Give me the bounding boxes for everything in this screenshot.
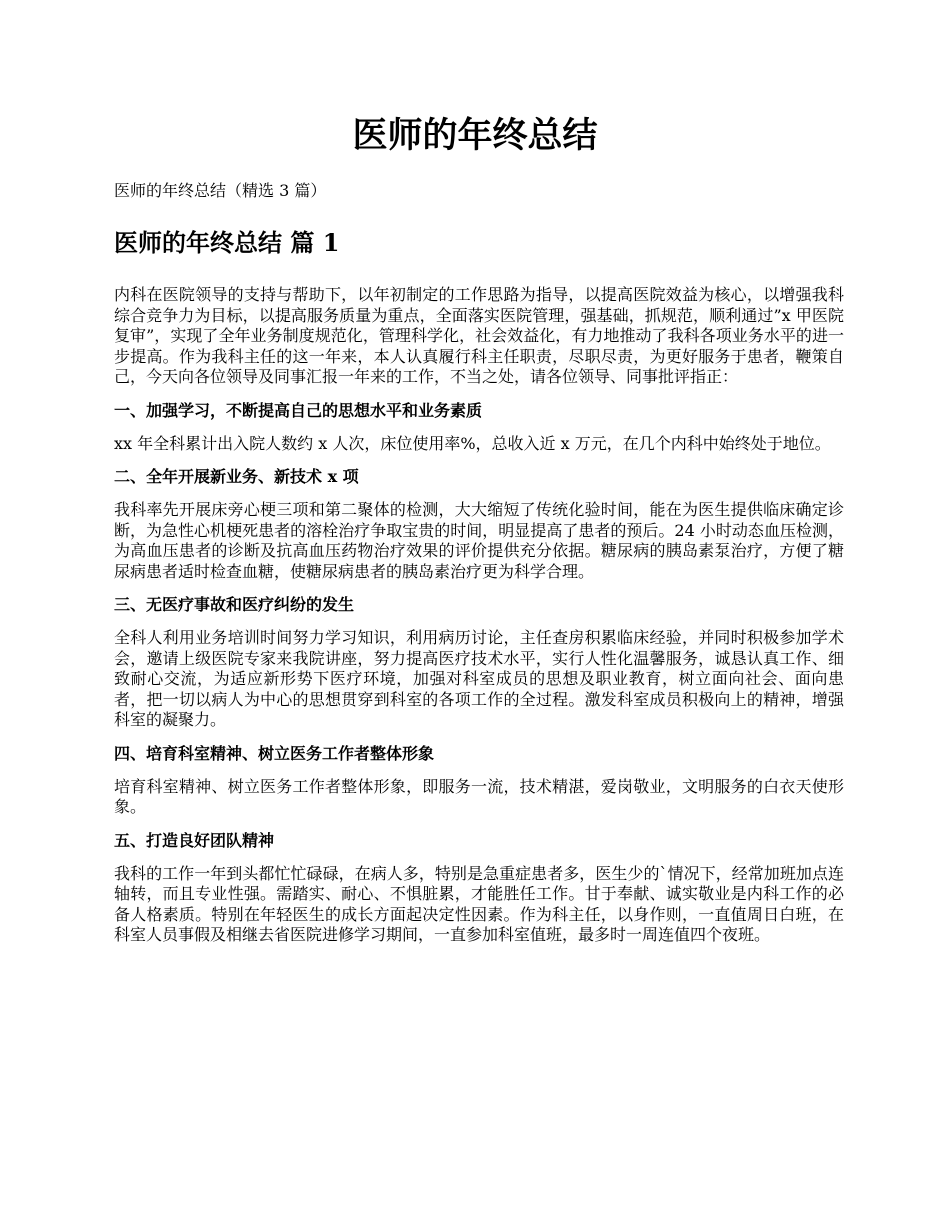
document-subtitle: 医师的年终总结（精选 3 篇）	[114, 181, 327, 200]
document-body	[114, 285, 844, 946]
section-paragraph: 培育科室精神、树立医务工作者整体形象，即服务一流，技术精湛，爱岗敬业，文明服务的白衣天使形象。	[114, 776, 844, 816]
section-heading: 三、无医疗事故和医疗纠纷的发生	[114, 595, 355, 614]
section-paragraph: 我科的工作一年到头都忙忙碌碌，在病人多，特别是急重症患者多，医生少的`情况下，经常加班加点连轴转，而且专业性强。需踏实、耐心、不惧脏累，才能胜任工作。甘于奉献、诚实敬业是内科工作的必备人格素质。特别在年轻医生的成长方面起决定性因素。作为科主任，以身作则，一直值周日白班，在科室人员事假及相继去省医院进修学习期间，一直参加科室值班，最多时一周连值四个夜班。	[114, 863, 844, 944]
section-heading: 一、加强学习，不断提高自己的思想水平和业务素质	[114, 400, 483, 420]
section-paragraph: xx 年全科累计出入院人数约 x 人次，床位使用率%，总收入近 x 万元，在几个内科中始终处于地位。	[114, 433, 831, 453]
document-title: 医师的年终总结	[352, 115, 598, 156]
section-paragraph: 我科率先开展床旁心梗三项和第二聚体的检测，大大缩短了传统化验时间，能在为医生提供临床确定诊断，为急性心机梗死患者的溶栓治疗争取宝贵的时间，明显提高了患者的预后。24 小时动态血压检测，为高血压患者的诊断及抗高血压药物治疗效果的评价提供充分依据。糖尿病的胰岛素泵治疗，方便了糖尿病患者适时检查血糖，使糖尿病患者的胰岛素治疗更为科学合理。	[114, 500, 844, 581]
part-heading: 医师的年终总结 篇 1	[114, 228, 340, 257]
section-paragraph: 全科人利用业务培训时间努力学习知识，利用病历讨论，主任查房积累临床经验，并同时积极参加学术会，邀请上级医院专家来我院讲座，努力提高医疗技术水平，实行人性化温馨服务，诚恳认真工作、细致耐心交流，为适应新形势下医疗环境，加强对科室成员的思想及职业教育，树立面向社会、面向患者，把一切以病人为中心的思想贯穿到科室的各项工作的全过程。激发科室成员积极向上的精神，增强科室的凝聚力。	[114, 628, 844, 729]
section-heading: 四、培育科室精神、树立医务工作者整体形象	[114, 743, 435, 763]
section-heading: 五、打造良好团队精神	[114, 830, 275, 850]
intro-paragraph: 内科在医院领导的支持与帮助下，以年初制定的工作思路为指导，以提高医院效益为核心，以增强我科综合竞争力为目标，以提高服务质量为重点，全面落实医院管理，强基础，抓规范，顺利通过”x 甲医院复审”，实现了全年业务制度规范化，管理科学化，社会效益化，有力地推动了我科各项业务水平的进一步提高。作为我科主任的这一年来，本人认真履行科主任职责，尽职尽责，为更好服务于患者，鞭策自己，今天向各位领导及同事汇报一年来的工作，不当之处，请各位领导、同事批评指正：	[114, 285, 844, 386]
section-heading: 二、全年开展新业务、新技术 x 项	[114, 467, 359, 486]
